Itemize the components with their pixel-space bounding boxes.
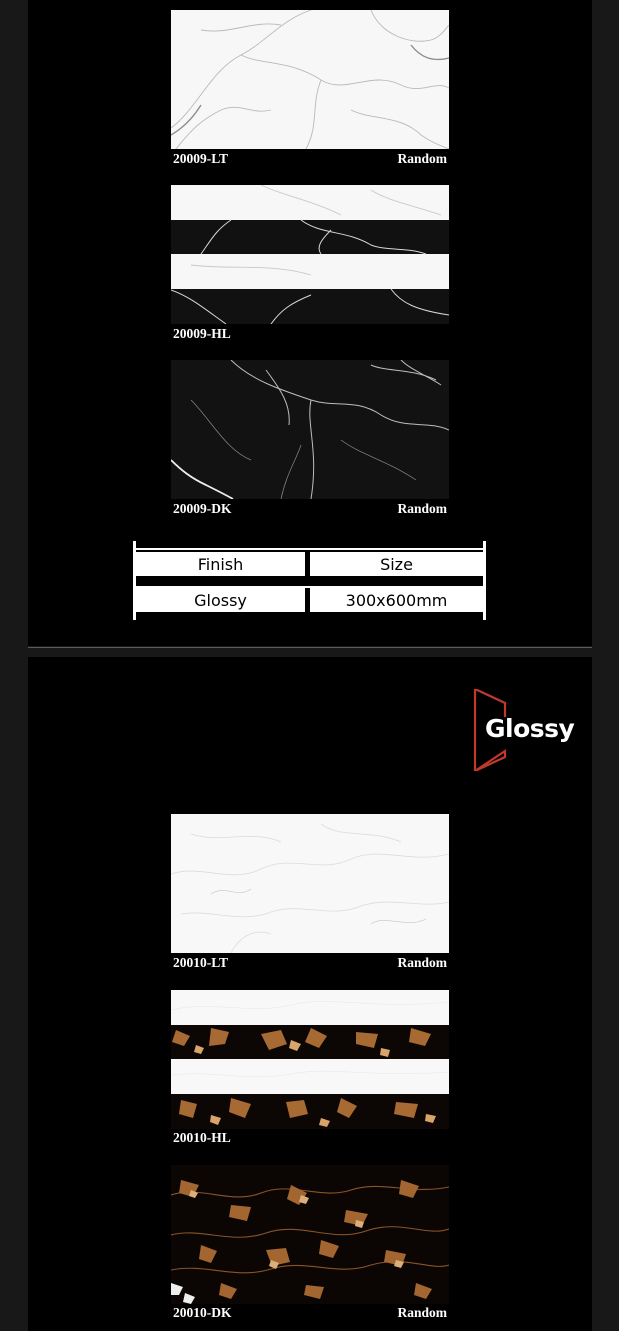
- black-gold-marble-texture: [171, 1165, 449, 1304]
- catalog-page-2: [28, 657, 592, 1331]
- tile-code: 20010-HL: [173, 1130, 231, 1145]
- spec-table-border-right: [483, 541, 486, 620]
- spec-header-finish: Finish: [136, 552, 305, 576]
- spec-table: [133, 541, 486, 619]
- spec-table-rule: [136, 548, 483, 550]
- spec-value-finish: Glossy: [136, 588, 305, 612]
- spec-header-size: Size: [310, 552, 483, 576]
- tile-pattern: Random: [397, 1305, 447, 1320]
- tile-caption-20010-lt: [173, 955, 447, 971]
- tile-pattern: Random: [397, 151, 447, 166]
- tile-code: 20009-DK: [173, 501, 232, 516]
- tile-caption-20009-lt: [173, 151, 447, 167]
- gold-vein-striped-texture: [171, 990, 449, 1129]
- tile-image-20009-hl: [171, 185, 449, 324]
- tile-code: 20009-HL: [173, 326, 231, 341]
- tile-image-20009-lt: [171, 10, 449, 149]
- tile-caption-20009-hl: [173, 326, 447, 342]
- catalog-page-1: [28, 0, 592, 646]
- glossy-logo-text: Glossy: [485, 714, 575, 743]
- spec-value-size: 300x600mm: [310, 588, 483, 612]
- tile-caption-20010-hl: [173, 1130, 447, 1146]
- tile-code: 20010-DK: [173, 1305, 232, 1320]
- tile-image-20009-dk: [171, 360, 449, 499]
- tile-image-20010-dk: [171, 1165, 449, 1304]
- page-divider: [28, 647, 592, 648]
- white-marble-texture: [171, 10, 449, 149]
- black-marble-texture: [171, 360, 449, 499]
- tile-caption-20009-dk: [173, 501, 447, 517]
- tile-image-20010-lt: [171, 814, 449, 953]
- striped-marble-texture: [171, 185, 449, 324]
- tile-pattern: Random: [397, 955, 447, 970]
- tile-code: 20009-LT: [173, 151, 229, 166]
- tile-pattern: Random: [397, 501, 447, 516]
- white-marble-texture: [171, 814, 449, 953]
- tile-caption-20010-dk: [173, 1305, 447, 1321]
- tile-code: 20010-LT: [173, 955, 229, 970]
- tile-image-20010-hl: [171, 990, 449, 1129]
